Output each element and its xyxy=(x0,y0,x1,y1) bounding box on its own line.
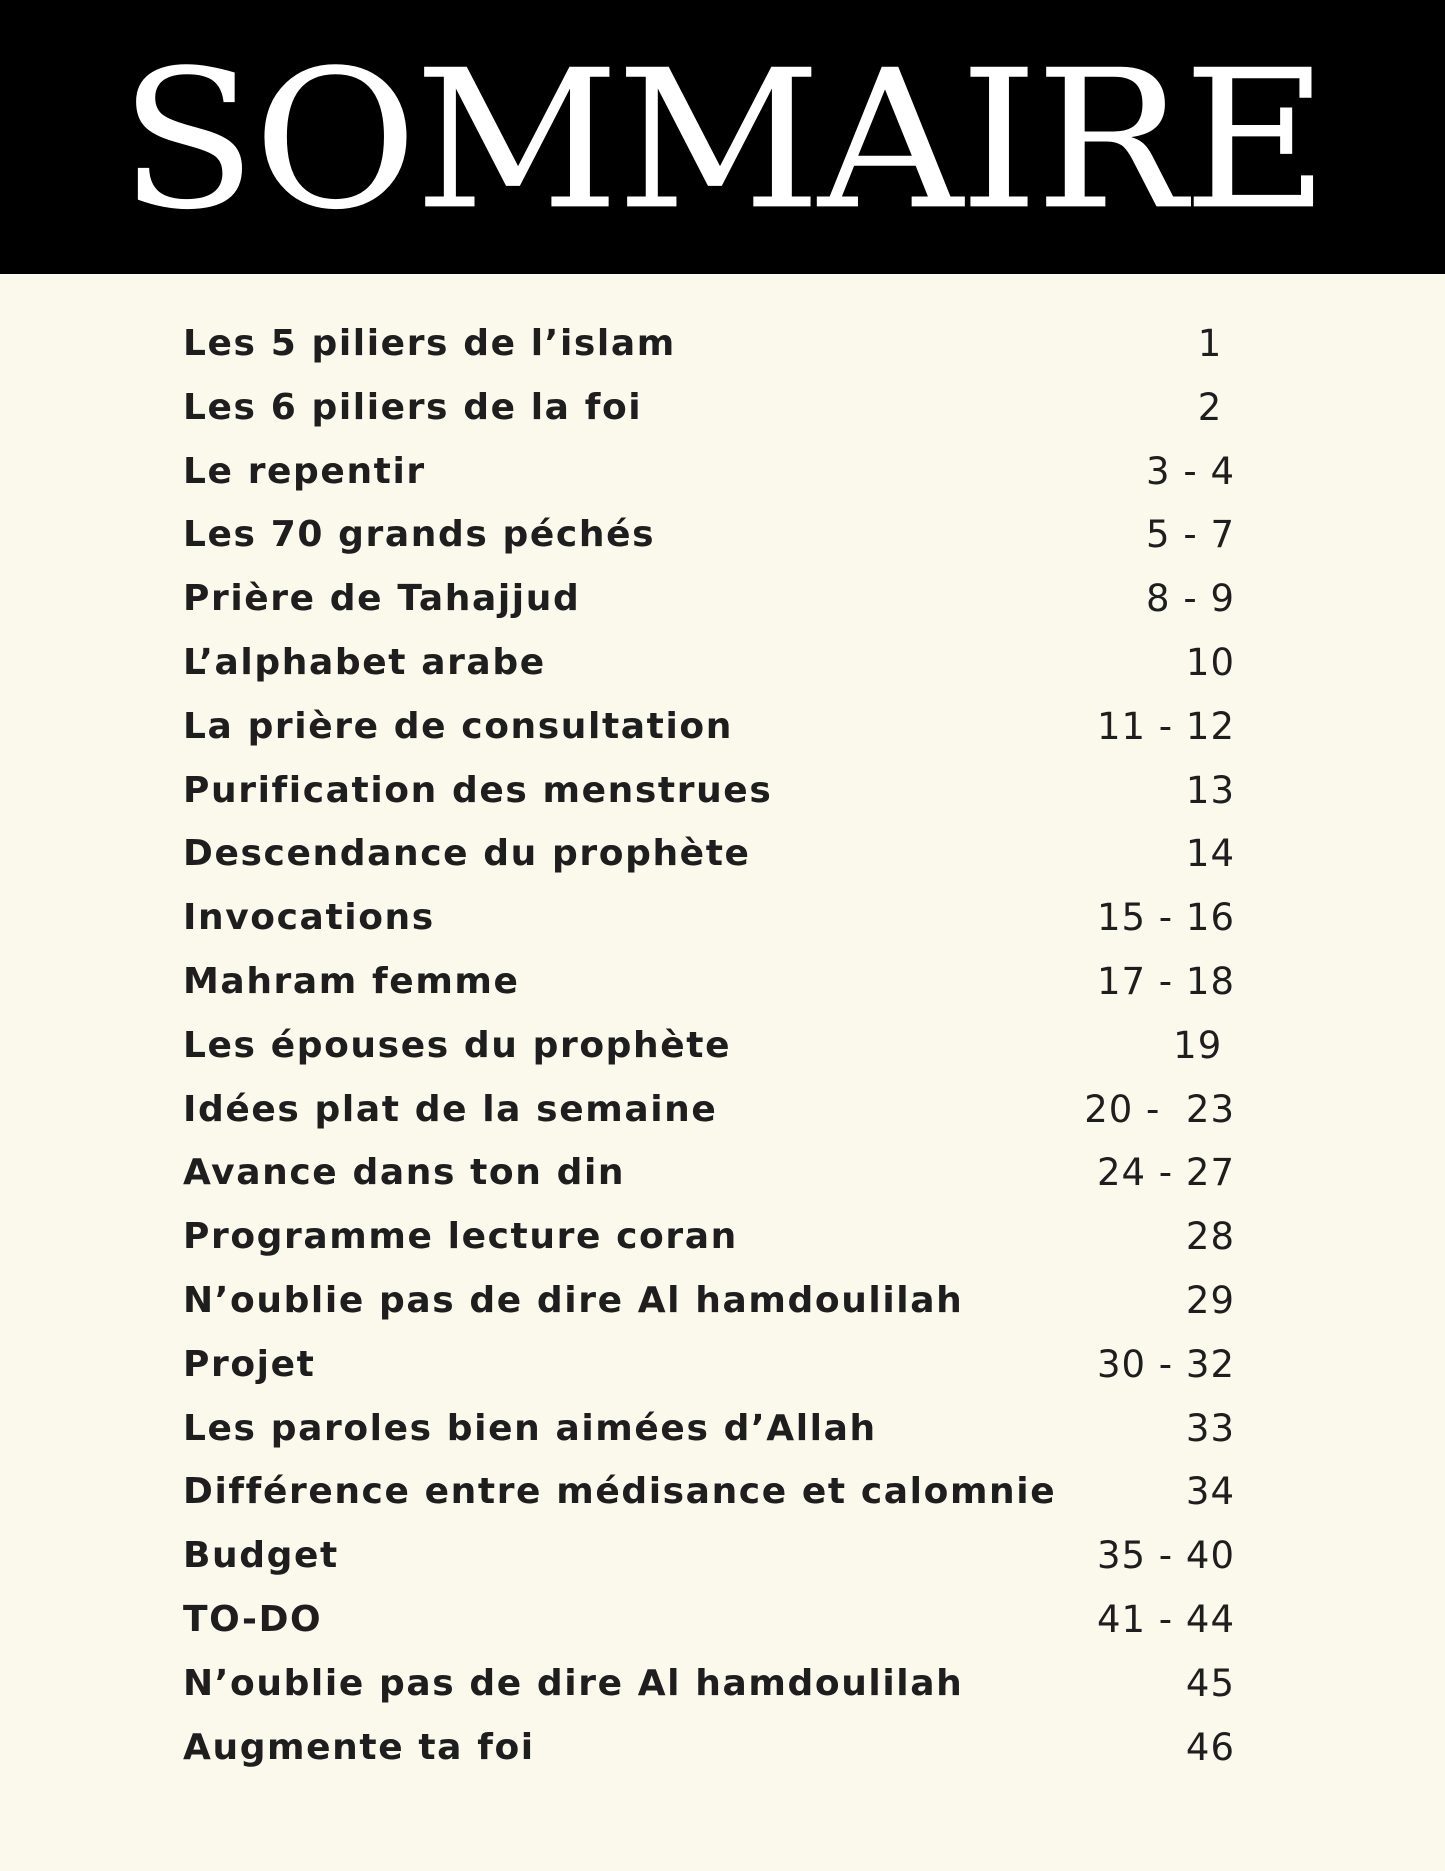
toc-page-number: 14 xyxy=(1185,832,1235,876)
toc-page-number: 34 xyxy=(1185,1470,1235,1514)
toc-row[interactable] xyxy=(0,1016,1445,1080)
toc-page-number: 35 - 40 xyxy=(1096,1534,1235,1578)
toc-page-number: 8 - 9 xyxy=(1146,577,1235,621)
toc-row[interactable] xyxy=(0,1271,1445,1335)
toc-row[interactable] xyxy=(0,952,1445,1016)
page-title: SOMMAIRE xyxy=(119,28,1326,252)
toc-page-number: 29 xyxy=(1185,1278,1235,1322)
toc-label: Les 5 piliers de l’islam xyxy=(183,323,676,364)
toc-label: La prière de consultation xyxy=(183,705,733,747)
toc-page-number: 2 xyxy=(1197,385,1235,429)
toc-page-number: 13 xyxy=(1185,768,1235,812)
toc-label: Idées plat de la semaine xyxy=(183,1088,718,1130)
toc-page-number: 45 xyxy=(1185,1661,1235,1705)
toc-row[interactable] xyxy=(0,1080,1445,1144)
toc-row[interactable] xyxy=(0,1143,1445,1207)
toc-label: Budget xyxy=(183,1535,339,1577)
toc-label: N’oublie pas de dire Al hamdoulilah xyxy=(183,1279,964,1321)
toc-row[interactable] xyxy=(0,824,1445,888)
toc-row[interactable] xyxy=(0,761,1445,825)
toc-label: Invocations xyxy=(183,897,435,939)
toc-label: Différence entre médisance et calomnie xyxy=(183,1471,1057,1513)
toc-page-number: 3 - 4 xyxy=(1146,449,1235,493)
table-of-contents xyxy=(0,314,1445,1781)
toc-label: Les épouses du prophète xyxy=(183,1024,732,1066)
toc-row[interactable] xyxy=(0,1654,1445,1718)
toc-label: Le repentir xyxy=(183,450,426,492)
toc-row[interactable] xyxy=(0,505,1445,569)
toc-page-number: 15 - 16 xyxy=(1096,896,1235,940)
toc-page-number: 20 - 23 xyxy=(1084,1087,1235,1131)
toc-label: N’oublie pas de dire Al hamdoulilah xyxy=(183,1662,964,1704)
toc-label: Mahram femme xyxy=(183,960,520,1002)
toc-label: Programme lecture coran xyxy=(183,1216,738,1258)
toc-row[interactable] xyxy=(0,633,1445,697)
toc-page-number: 41 - 44 xyxy=(1096,1597,1235,1641)
toc-label: TO-DO xyxy=(183,1598,323,1640)
toc-row[interactable] xyxy=(0,1526,1445,1590)
toc-row[interactable] xyxy=(0,1462,1445,1526)
toc-row[interactable] xyxy=(0,378,1445,442)
toc-page-number: 33 xyxy=(1185,1406,1235,1450)
header-banner xyxy=(0,0,1445,274)
toc-page-number: 11 - 12 xyxy=(1096,704,1235,748)
toc-label: Les paroles bien aimées d’Allah xyxy=(183,1407,877,1449)
toc-row[interactable] xyxy=(0,1590,1445,1654)
toc-label: Avance dans ton din xyxy=(183,1152,626,1194)
toc-page-number: 5 - 7 xyxy=(1146,513,1235,557)
toc-page-number: 19 xyxy=(1173,1023,1235,1067)
toc-label: Descendance du prophète xyxy=(183,833,751,875)
toc-page-number: 10 xyxy=(1185,640,1235,684)
toc-label: Les 70 grands péchés xyxy=(183,514,656,556)
toc-page-number: 1 xyxy=(1197,322,1235,365)
toc-page-number: 28 xyxy=(1185,1215,1235,1259)
toc-label: Projet xyxy=(183,1343,316,1385)
toc-row[interactable] xyxy=(0,442,1445,506)
toc-row[interactable] xyxy=(0,1718,1445,1782)
toc-label: L’alphabet arabe xyxy=(183,641,546,683)
toc-row[interactable] xyxy=(0,1335,1445,1399)
toc-row[interactable] xyxy=(0,697,1445,761)
toc-page-number: 17 - 18 xyxy=(1096,959,1235,1003)
toc-page-number: 46 xyxy=(1185,1725,1235,1769)
toc-page-number: 24 - 27 xyxy=(1096,1151,1235,1195)
toc-page-number: 30 - 32 xyxy=(1096,1342,1235,1386)
toc-row[interactable] xyxy=(0,314,1445,378)
toc-row[interactable] xyxy=(0,569,1445,633)
toc-row[interactable] xyxy=(0,1399,1445,1463)
toc-label: Purification des menstrues xyxy=(183,769,773,811)
toc-label: Augmente ta foi xyxy=(183,1726,535,1768)
toc-label: Prière de Tahajjud xyxy=(183,578,581,620)
toc-row[interactable] xyxy=(0,888,1445,952)
toc-label: Les 6 piliers de la foi xyxy=(183,386,643,428)
toc-row[interactable] xyxy=(0,1207,1445,1271)
